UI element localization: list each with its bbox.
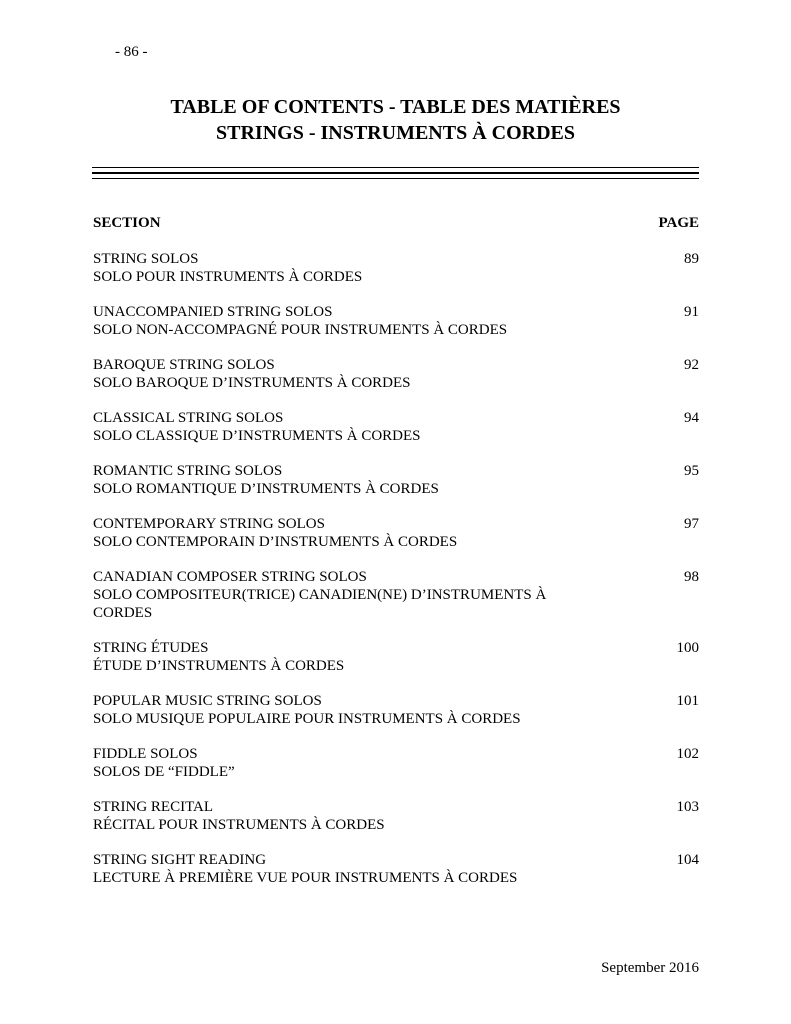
entry-title-fr: RÉCITAL POUR INSTRUMENTS À CORDES [93,817,385,833]
toc-entry[interactable] [93,515,699,551]
entry-title-fr: SOLO POUR INSTRUMENTS À CORDES [93,269,363,285]
entry-title-en: FIDDLE SOLOS [93,746,198,762]
entry-title-fr: SOLOS DE “FIDDLE” [93,764,235,780]
toc-entry[interactable] [93,409,699,445]
entry-title-en: BAROQUE STRING SOLOS [93,357,275,373]
entry-title-en: STRING SIGHT READING [93,852,267,868]
toc-entry[interactable] [93,250,699,286]
entry-title-fr: SOLO CLASSIQUE D’INSTRUMENTS À CORDES [93,428,421,444]
entry-title-en: STRING RECITAL [93,799,214,815]
entry-page-number: 104 [676,852,699,868]
entry-title-en: POPULAR MUSIC STRING SOLOS [93,693,322,709]
divider-rule [92,172,699,174]
entry-title-en: CONTEMPORARY STRING SOLOS [93,516,325,532]
entry-title-fr: SOLO COMPOSITEUR(TRICE) CANADIEN(NE) D’INSTRUMENTS À [93,587,547,603]
entry-page-number: 100 [676,640,699,656]
toc-entry[interactable] [93,356,699,392]
entry-title-fr: SOLO BAROQUE D’INSTRUMENTS À CORDES [93,375,411,391]
toc-entry[interactable] [93,303,699,339]
entry-title-en: CLASSICAL STRING SOLOS [93,410,284,426]
toc-entry[interactable] [93,568,699,622]
entry-title-en: ROMANTIC STRING SOLOS [93,463,283,479]
entry-title-en: STRING SOLOS [93,251,199,267]
toc-entry[interactable] [93,745,699,781]
toc-entry[interactable] [93,851,699,887]
entry-page-number: 89 [684,251,699,267]
entry-title-fr: SOLO NON-ACCOMPAGNÉ POUR INSTRUMENTS À CORDES [93,322,508,338]
entry-title-en: CANADIAN COMPOSER STRING SOLOS [93,569,367,585]
entry-page-number: 102 [676,746,699,762]
entry-title-fr-continued: CORDES [93,605,153,621]
entry-page-number: 103 [676,799,699,815]
toc-entry[interactable] [93,462,699,498]
page-number: - 86 - [115,44,148,60]
entry-title-fr: LECTURE À PREMIÈRE VUE POUR INSTRUMENTS À CORDES [93,870,518,886]
toc-entry[interactable] [93,639,699,675]
entry-title-fr: SOLO CONTEMPORAIN D’INSTRUMENTS À CORDES [93,534,458,550]
entry-page-number: 92 [684,357,699,373]
divider-rule [92,178,699,179]
toc-list [93,250,699,904]
entry-page-number: 95 [684,463,699,479]
entry-page-number: 101 [676,693,699,709]
entry-title-en: STRING ÉTUDES [93,640,209,656]
entry-page-number: 98 [684,569,699,585]
entry-title-fr: SOLO MUSIQUE POPULAIRE POUR INSTRUMENTS À CORDES [93,711,521,727]
entry-title-fr: ÉTUDE D’INSTRUMENTS À CORDES [93,658,345,674]
entry-title-en: UNACCOMPANIED STRING SOLOS [93,304,333,320]
section-column-header: SECTION [93,215,161,231]
toc-entry[interactable] [93,692,699,728]
entry-title-fr: SOLO ROMANTIQUE D’INSTRUMENTS À CORDES [93,481,439,497]
entry-page-number: 97 [684,516,699,532]
page-subtitle: STRINGS - INSTRUMENTS À CORDES [216,122,575,144]
footer-date: September 2016 [601,960,699,976]
entry-page-number: 94 [684,410,699,426]
page-title: TABLE OF CONTENTS - TABLE DES MATIÈRES [170,96,621,118]
entry-page-number: 91 [684,304,699,320]
divider-rule [92,167,699,168]
toc-header [93,214,699,233]
page-column-header: PAGE [658,215,699,231]
toc-entry[interactable] [93,798,699,834]
